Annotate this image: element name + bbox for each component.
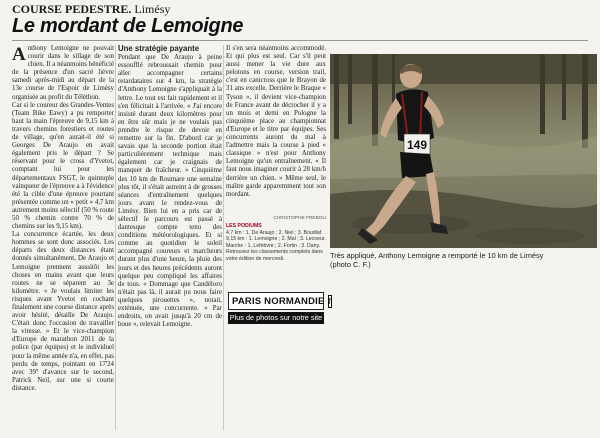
paris-normandie-promo[interactable] [228, 292, 331, 326]
podium-line: Retrouvez les classements complets dans votre édition de mercredi. [226, 249, 323, 262]
column-separator [115, 45, 116, 430]
column-separator [223, 45, 224, 430]
runner-photo [330, 54, 597, 248]
article-column-3 [226, 45, 326, 213]
logo-mark-icon: f [328, 296, 331, 306]
article-headline: Le mordant de Lemoigne [12, 15, 244, 37]
runner-bib-number: 149 [406, 138, 428, 152]
headline-rule [12, 40, 588, 41]
photo-caption [330, 251, 598, 269]
podium-line: 9,15 km : 1. Lemoigne ; 2. Mal ; 3. Lecoeur. [226, 236, 326, 242]
column-1-paragraph-1: nthony Lemoigne ne pouvait courir dans le sillage de son chien. Il a néanmoins bénéficié de la présence d'un sacré lièvre samedi après-midi au départ de la 13e course de l'Espoir de Limésy organisée au profit du Téléthon. [12, 45, 114, 101]
column-2-subhead: Une stratégie payante [118, 45, 200, 53]
photo-credit: CHRISTOPHE FREBOU [273, 216, 326, 221]
column-2-paragraph-1: Pendant que De Araujo à peine essoufflé rebroussait chemin pour aller accompagner certains retardataires sur 4 km, la stratégie d'Anthony Lemoigne s'appliquait à la lettre. Le tout est fait rapidement et il s'en félicitait à l'arrivée. « J'ai encore insisté durant deux kilomètres pour en être sûr mais je ne voulais pas prendre le risque de devoir en remettre sur la fin. D'abord car je savais que la seconde portion était particulièrement technique mais également car je craignais de manquer de fraîcheur. » Cinquième des 10 km de Roumare une semaine plus tôt, il s'était astreint à de grosses séances d'entraînement quelques jours avant le rendez-vous de Limésy. Bien lui en a pris car de sélectif le parcours est passé à dantesque compte tenu des conditions météorologiques. Et si comme au quotidien le soleil accompagné coureurs et marcheurs durant plus d'une heure, la pluie des jours et des heures précédents auront quelque peu compliqué les affaires de tous. « Dommage que Candéloro n'était pas là, il aurait pu nous faire quelques pirouettes », notait, exténuée, une concurrente. « Par endroits, on avait jusqu'à 20 cm de boue », relevait Lemoigne. [118, 54, 222, 329]
runner-photo-image [330, 54, 597, 248]
logo-text: PARIS NORMANDIE [232, 295, 325, 307]
column-3-paragraph-1: Il s'en sera néanmoins accommodé. Et qui plus est seul. Car s'il peut aussi mener la vie dure aux pelotons en course, version trail, c'est en canicross que le Brayon de 31 ans excelle. Derrière le Braque « Tyson », il devient vice-champion de France avant de décrocher il y a un mois et demi en Pologne la cinquième place au championnat d'Europe et le titre par équipes. Ses concurrents auront du mal à l'admettre mais la course à pied « classique » n'est pour Anthony Lemoigne qu'un entraînement. « Il faut nous imaginer courir à 28 km/h derrière un chien. » Même seul, le maître garde apparemment tout son mordant. [226, 45, 326, 198]
dropcap: A [12, 45, 26, 65]
column-1-paragraph-3: La concurrence écartée, les deux hommes se sont donc associés. Les départs des deux distances étant donnés simultanément, De Araujo et Lemoigne prennent aussitôt les choses en mains avant que leurs routes ne se séparent au 3e kilomètre. « Je voulais limiter les risques avant Yvetot en cochant finalement une course distance après avoir hésité, détaille De Araujo. C'était donc l'occasion de travailler la vitesse. » Et le vice-champion d'Europe de marathon 2011 de la police (par équipes) et le individuel pour la même année n'a, en effet, pas perdu de temps, pointant en 17'24 avec 39'' d'avance sur le second, Patrick Neil, sur une si courte distance. [12, 231, 114, 392]
paris-normandie-logo [228, 292, 331, 310]
column-1-paragraph-2: Car si le coureur des Grandes-Ventes (Team Bike Eawy) a pu remporter haut la main l'épreuve de 9,15 km à travers chemins forestiers et routes de village, qu'en aurait-il été si Georges De Araujo en avait également pris le départ ? Se réservant pour le cross d'Yvetot, comptant lui pour les départementaux FSGT, le quintuple vainqueur de l'épreuve a à l'évidence été la cible d'une épreuve pourtant présentée comme un « petit » 4,7 km autrement moins sélectif (50 % route 50 % chemin contre 70 % de chemins sur les 9,15 km). [12, 101, 114, 231]
podium-line: 4,7 km : 1. De Araujo ; 2. Niel ; 3. Boudlaf. [226, 229, 323, 236]
podium-box [226, 223, 326, 262]
kicker-section: COURSE PEDESTRE. [12, 2, 132, 16]
kicker-place: Limésy [131, 2, 171, 16]
podium-line: Marche : 1. Lefebvre ; 2. Fortin ; 3. Dany. [226, 242, 321, 249]
caption-credit: (photo C. F.) [330, 260, 371, 269]
article-column-1 [12, 45, 114, 430]
podium-heading: LES PODIUMS [226, 223, 262, 229]
caption-main: Très appliqué, Anthony Lemoigne a remporté le 10 km de Limésy [330, 251, 544, 260]
article-column-2 [118, 45, 222, 430]
more-photos-link[interactable]: Plus de photos sur notre site [229, 313, 323, 322]
